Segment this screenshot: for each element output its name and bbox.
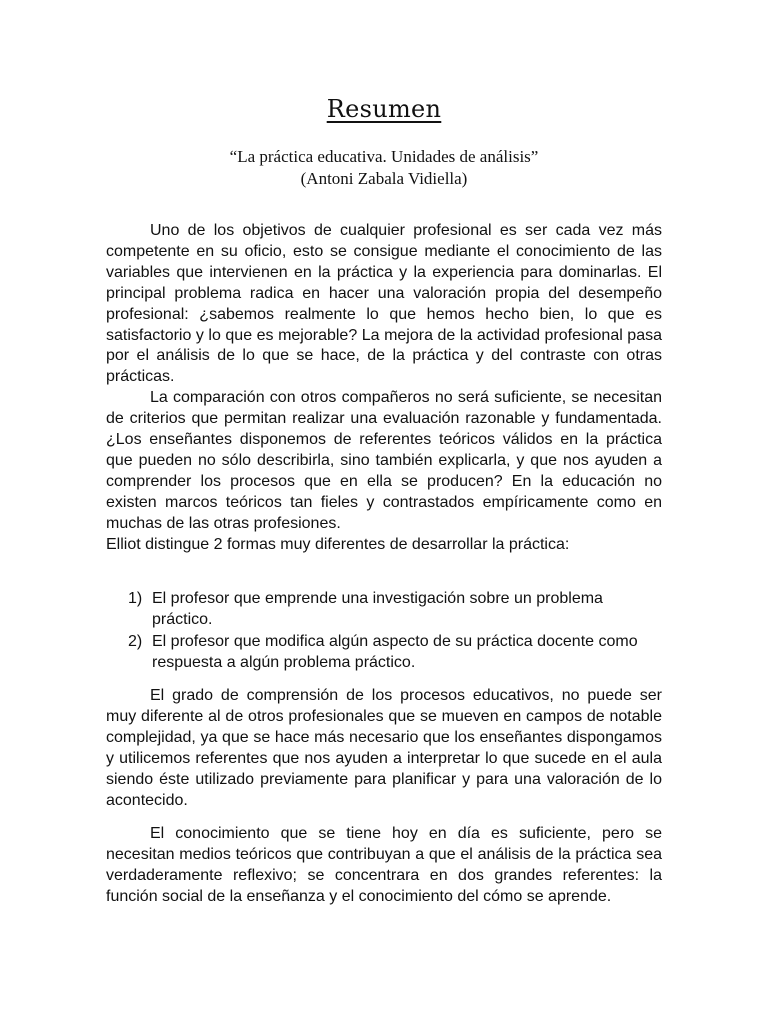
document-title: Resumen [326, 95, 442, 123]
paragraph: Elliot distingue 2 formas muy diferentes de desarrollar la práctica: [106, 535, 570, 553]
body-block-knowledge [106, 824, 662, 908]
list-item-text: El profesor que modifica algún aspecto de su práctica docente como respuesta a algún problema práctico. [152, 632, 638, 671]
body-block-comprehension [106, 686, 662, 811]
list-item-number: 1) [128, 590, 143, 607]
paragraph: El conocimiento que se tiene hoy en día es suficiente, pero se necesitan medios teóricos que contribuyan a que el análisis de la práctica sea verdaderamente reflexivo; se concentrara en dos grandes referentes: la función social de la enseñanza y el conocimiento del cómo se aprende. [106, 825, 662, 905]
numbered-list [128, 589, 662, 675]
paragraph: El grado de comprensión de los procesos educativos, no puede ser muy diferente al de otros profesionales que se mueven en campos de notable complejidad, ya que se hace más necesario que los enseñantes dispongamos y utilicemos referentes que nos ayuden a interpretar lo que sucede en el aula siendo éste utilizado previamente para planificar y para una valoración de lo acontecido. [106, 687, 662, 809]
paragraph: La comparación con otros compañeros no será suficiente, se necesitan de criterios que permitan realizar una evaluación razonable y fundamentada. ¿Los enseñantes disponemos de referentes teóricos válidos en la práctica que pueden no sólo describirla, sino también explicarla, y que nos ayuden a comprender los procesos que en ella se producen? En la educación no existen marcos teóricos tan fieles y contrastados empíricamente como en muchas de las otras profesiones. [106, 389, 662, 532]
list-item [128, 632, 662, 674]
body-block-intro [106, 221, 662, 556]
list-item-number: 2) [128, 632, 143, 650]
list-item-text: El profesor que emprende una investigación sobre un problema práctico. [152, 590, 603, 628]
document-subtitle-author: (Antoni Zabala Vidiella) [300, 169, 468, 188]
list-item [128, 589, 662, 631]
paragraph: Uno de los objetivos de cualquier profesional es ser cada vez más competente en su oficio, esto se consigue mediante el conocimiento de las variables que intervienen en la práctica y la experiencia para dominarlas. El principal problema radica en hacer una valoración propia del desempeño profesional: ¿sabemos realmente lo que hemos hecho bien, lo que es satisfactorio y lo que es mejorable? La mejora de la actividad profesional pasa por el análisis de lo que se hace, de la práctica y del contraste con otras prácticas. [106, 222, 662, 386]
document-subtitle-work: “La práctica educativa. Unidades de análisis” [229, 147, 539, 166]
